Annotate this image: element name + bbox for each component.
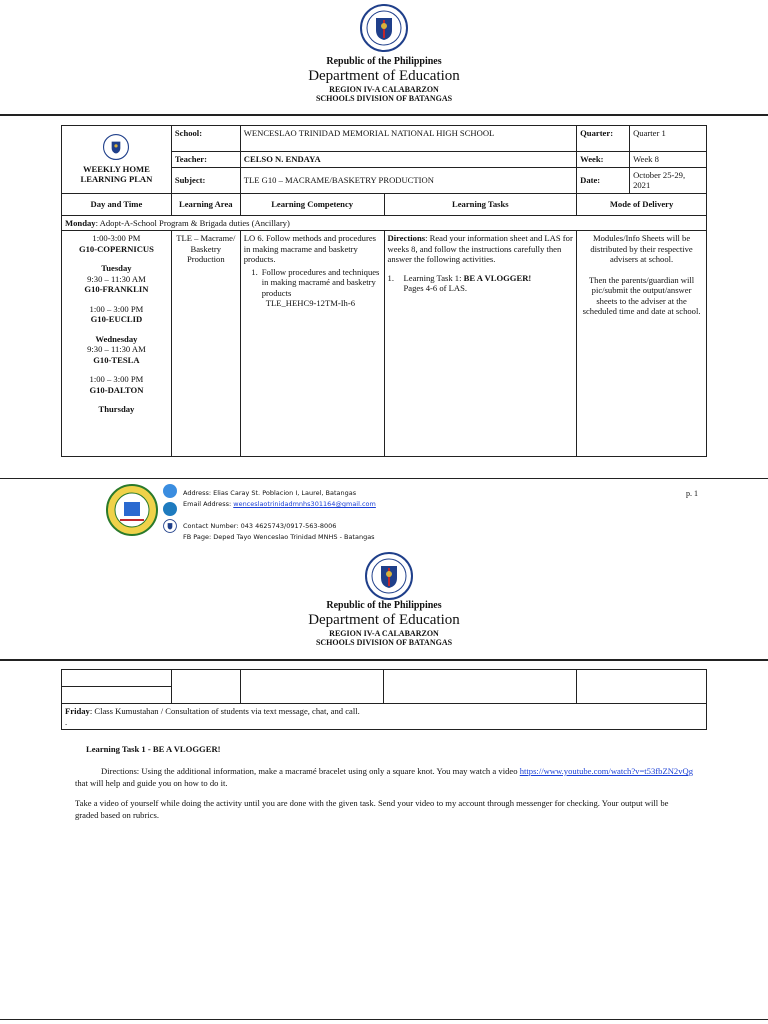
footer-divider [0, 478, 768, 479]
department-text-2: Department of Education [308, 612, 460, 628]
tasks-cell [384, 231, 577, 457]
friday-label: Friday [65, 706, 90, 716]
schedule-row [62, 231, 707, 457]
school-logo-icon [106, 484, 158, 536]
time-5: 1:00 – 3:00 PM [89, 374, 144, 384]
plan-title-cell [62, 126, 172, 194]
col-delivery: Mode of Delivery [577, 193, 707, 215]
teacher-value: CELSO N. ENDAYA [240, 152, 576, 168]
time-2: 9:30 – 11:30 AM [87, 273, 146, 284]
date-label: Date: [577, 167, 630, 193]
deped-mini-icon [163, 519, 177, 533]
competency-item-text: Follow procedures and techniques in making macramé and basketry products [261, 266, 380, 298]
school-value: WENCESLAO TRINIDAD MEMORIAL NATIONAL HIGH SCHOOL [240, 126, 576, 152]
plan-title: WEEKLY HOME LEARNING PLAN [80, 163, 153, 185]
phone-icon [163, 502, 177, 516]
footer-contact: Contact Number: 043 4625743/0917-563-8006 [183, 522, 337, 530]
col-competency: Learning Competency [240, 193, 384, 215]
deped-seal-small-icon [103, 134, 129, 160]
quarter-value: Quarter 1 [630, 126, 707, 152]
page2-letterhead [0, 600, 768, 647]
department-text: Department of Education [308, 68, 460, 84]
time-4: 9:30 – 11:30 AM [87, 344, 146, 354]
monday-text: : Adopt-A-School Program & Brigada duties (Ancillary) [95, 217, 290, 228]
deped-seal-page2-icon [365, 552, 413, 600]
region-text-2: REGION IV-A CALABARZON [329, 629, 439, 638]
delivery-text-1: Modules/Info Sheets will be distributed by their respective advisers at school. [590, 233, 693, 264]
friday-text: : Class Kumustahan / Consultation of students via text message, chat, and call. [89, 706, 360, 716]
friday-dot: . [65, 716, 68, 727]
school-label: School: [171, 126, 240, 152]
continuation-table [61, 669, 707, 730]
email-label: Email Address: [183, 500, 234, 508]
section-1: G10-COPERNICUS [78, 243, 154, 254]
day-tuesday: Tuesday [101, 263, 132, 273]
page-number: p. 1 [686, 489, 698, 498]
learning-area-cell: TLE – Macrame/ Basketry Production [171, 231, 240, 457]
column-header-row [62, 193, 707, 215]
section-2: G10-FRANKLIN [84, 284, 149, 294]
quarter-label: Quarter: [577, 126, 630, 152]
footer-email [183, 499, 376, 510]
division-text-2: SCHOOLS DIVISION OF BATANGAS [315, 638, 453, 647]
day-wednesday: Wednesday [95, 333, 138, 344]
task-title: BE A VLOGGER! [463, 272, 532, 283]
monday-row [62, 215, 707, 231]
time-1: 1:00-3:00 PM [92, 233, 141, 243]
directions-text: : Read your information sheet and LAS for weeks 8, and follow the instructions carefully then answer the following activities. [387, 233, 573, 264]
task-item: 1. Learning Task 1: BE A VLOGGER! Pages 4-6 of LAS. [387, 272, 532, 293]
col-tasks: Learning Tasks [384, 193, 577, 215]
republic-text: Republic of the Philippines [326, 56, 442, 67]
day-thursday: Thursday [98, 404, 135, 414]
deped-seal-icon [360, 4, 408, 52]
friday-row [62, 704, 707, 730]
week-value: Week 8 [630, 152, 707, 168]
page1-letterhead [0, 56, 768, 103]
week-label: Week: [577, 152, 630, 168]
directions-end: that will help and guide you on how to do it. [75, 778, 228, 788]
video-link[interactable]: https://www.youtube.com/watch?v=t53fbZN2vQg [519, 766, 693, 776]
task-pages: Pages 4-6 of LAS. [403, 283, 468, 293]
competency-intro: LO 6. Follow methods and procedures in making macrame and basketry products. [243, 233, 376, 264]
weekly-plan-table [61, 125, 707, 457]
col-learning-area: Learning Area [171, 193, 240, 215]
instruction-paragraph: Take a video of yourself while doing the activity until you are done with the given task. Send your video to my account through messenger for checking. Your output will be graded based on rubrics. [75, 798, 669, 820]
directions-body: Directions: Using the additional information, make a macramé bracelet using only a square knot. You may watch a video [101, 766, 518, 776]
schedule-cell [62, 231, 172, 457]
delivery-text-2: Then the parents/guardian will pic/submit the output/answer sheets to the adviser at the scheduled time and date at school. [582, 274, 701, 316]
subject-label: Subject: [171, 167, 240, 193]
competency-code: TLE_HEHC9-12TM-Ih-6 [265, 298, 356, 308]
email-icon [163, 484, 177, 498]
bottom-rule [0, 1019, 768, 1020]
republic-text-2: Republic of the Philippines [326, 600, 442, 611]
email-link[interactable]: wenceslaotrinidadmnhs301164@gmail.com [233, 500, 376, 508]
footer-address: Address: Elias Caray St. Poblacion I, Laurel, Batangas [183, 489, 357, 497]
section-4: G10-TESLA [93, 354, 140, 365]
subject-value: TLE G10 – MACRAME/BASKETRY PRODUCTION [240, 167, 576, 193]
header-divider [0, 114, 768, 116]
competency-item: 1. Follow procedures and techniques in making macramé and basketry products [251, 266, 380, 298]
competency-cell [240, 231, 384, 457]
learning-task-title: Learning Task 1 - BE A VLOGGER! [86, 744, 221, 754]
division-text: SCHOOLS DIVISION OF BATANGAS [315, 94, 453, 103]
task-prefix: Learning Task 1: [403, 272, 464, 283]
region-text: REGION IV-A CALABARZON [329, 85, 439, 94]
section-3: G10-EUCLID [90, 314, 143, 324]
teacher-label: Teacher: [171, 152, 240, 168]
directions-label: Directions [387, 233, 426, 243]
date-value: October 25-29, 2021 [630, 167, 707, 193]
footer-fb: FB Page: Deped Tayo Wenceslao Trinidad MNHS - Batangas [183, 533, 375, 541]
header-divider-2 [0, 659, 768, 661]
time-3: 1:00 – 3:00 PM [89, 303, 144, 314]
directions-paragraph [75, 765, 693, 789]
col-day-time: Day and Time [62, 193, 172, 215]
delivery-cell [577, 231, 707, 457]
directions-block [388, 233, 574, 265]
monday-label: Monday [65, 217, 96, 228]
section-5: G10-DALTON [89, 384, 144, 395]
